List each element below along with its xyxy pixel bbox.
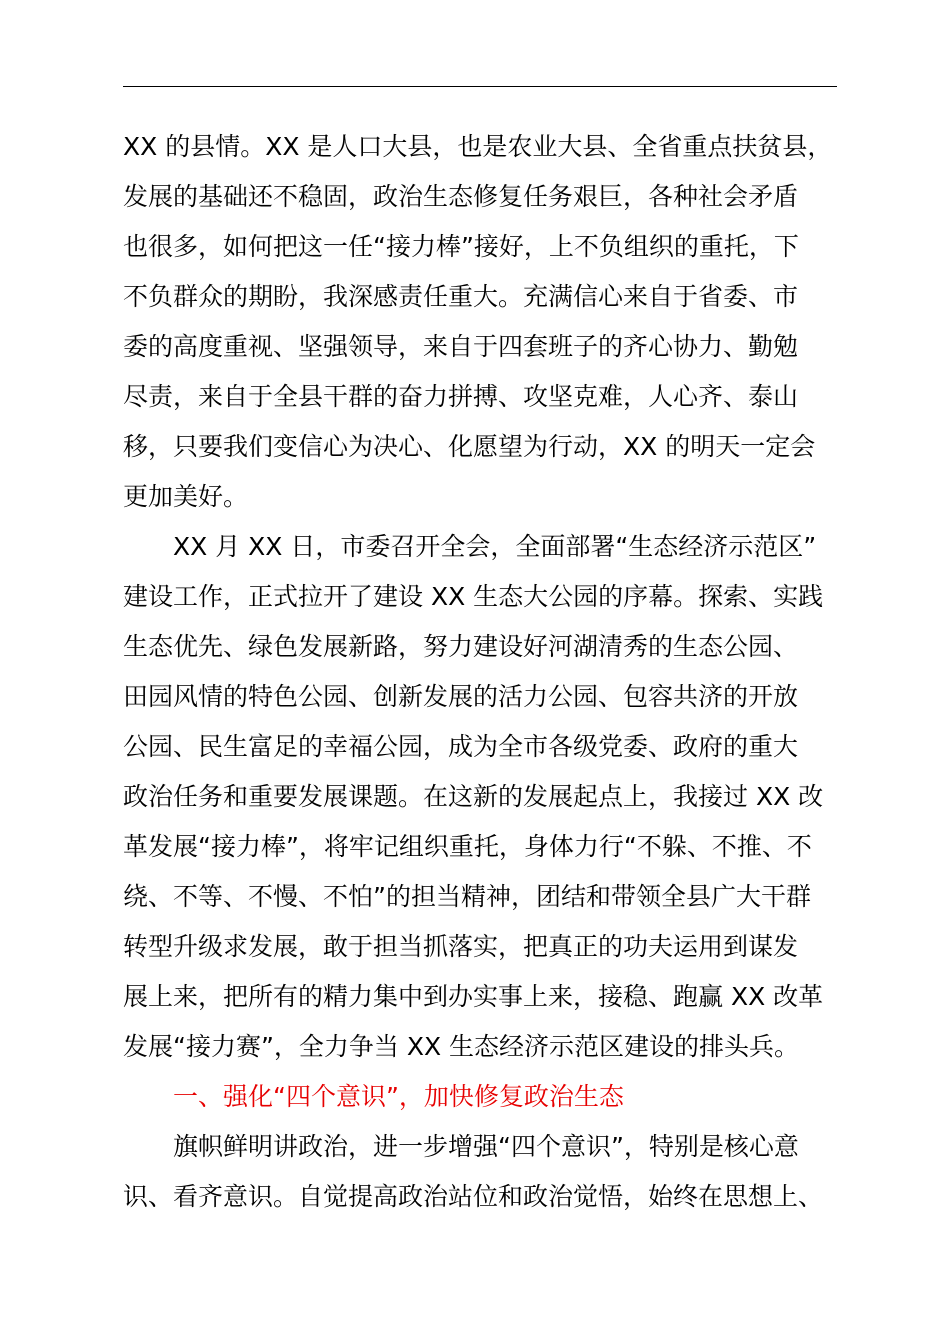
paragraph-line: 绕、不等、不慢、不怕”的担当精神，团结和带领全县广大干群 — [123, 882, 811, 911]
paragraph-line: 不负群众的期盼，我深感责任重大。充满信心来自于省委、市 — [123, 282, 799, 311]
paragraph-line: 发展的基础还不稳固，政治生态修复任务艰巨，各种社会矛盾 — [123, 182, 799, 211]
section-heading: 一、强化“四个意识”，加快修复政治生态 — [173, 1082, 624, 1111]
paragraph-line: 旗帜鲜明讲政治，进一步增强“四个意识”，特别是核心意 — [173, 1132, 799, 1161]
paragraph-line: XX 月 XX 日，市委召开全会，全面部署“生态经济示范区” — [173, 532, 817, 561]
paragraph-line: XX 的县情。XX 是人口大县，也是农业大县、全省重点扶贫县， — [123, 132, 833, 161]
paragraph-line: 发展“接力赛”，全力争当 XX 生态经济示范区建设的排头兵。 — [123, 1032, 800, 1061]
paragraph-line: 移，只要我们变信心为决心、化愿望为行动，XX 的明天一定会 — [123, 432, 816, 461]
paragraph-line: 公园、民生富足的幸福公园，成为全市各级党委、政府的重大 — [123, 732, 799, 761]
paragraph-line: 革发展“接力棒”，将牢记组织重托，身体力行“不躲、不推、不 — [123, 832, 812, 861]
paragraph-line: 生态优先、绿色发展新路，努力建设好河湖清秀的生态公园、 — [123, 632, 799, 661]
paragraph-line: 识、看齐意识。自觉提高政治站位和政治觉悟，始终在思想上、 — [123, 1182, 824, 1211]
paragraph-line: 委的高度重视、坚强领导，来自于四套班子的齐心协力、勤勉 — [123, 332, 799, 361]
paragraph-line: 展上来，把所有的精力集中到办实事上来，接稳、跑赢 XX 改革 — [123, 982, 824, 1011]
paragraph-line: 更加美好。 — [123, 482, 249, 511]
document-body — [123, 122, 837, 1222]
paragraph-line: 建设工作，正式拉开了建设 XX 生态大公园的序幕。探索、实践 — [123, 582, 824, 611]
paragraph-line: 政治任务和重要发展课题。在这新的发展起点上，我接过 XX 改 — [123, 782, 824, 811]
paragraph-line: 转型升级求发展，敢于担当抓落实，把真正的功夫运用到谋发 — [123, 932, 799, 961]
paragraph-line: 尽责，来自于全县干群的奋力拼搏、攻坚克难，人心齐、泰山 — [123, 382, 799, 411]
paragraph-line: 田园风情的特色公园、创新发展的活力公园、包容共济的开放 — [123, 682, 799, 711]
paragraph-line: 也很多，如何把这一任“接力棒”接好，上不负组织的重托，下 — [123, 232, 799, 261]
header-rule — [123, 86, 837, 87]
